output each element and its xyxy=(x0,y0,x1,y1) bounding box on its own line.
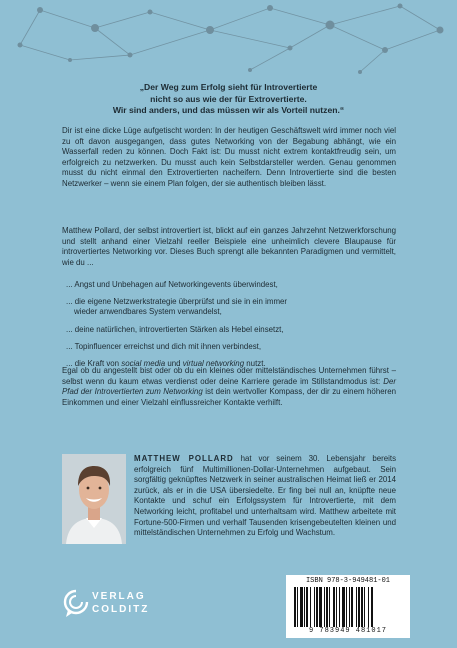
list-item: ... Angst und Unbehagen auf Networkingevents überwindest, xyxy=(66,280,278,289)
quote-line: Wir sind anders, und das müssen wir als Vorteil nutzen.“ xyxy=(112,105,345,116)
publisher-name-line1: VERLAG xyxy=(92,591,146,602)
isbn-barcode xyxy=(286,575,410,638)
book-title: Der Pfad der Introvertierten zum Networking xyxy=(62,376,396,397)
barcode-bars xyxy=(294,587,402,627)
quote-line: nicht so aus wie der für Extrovertierte. xyxy=(150,93,307,104)
author-bio: MATTHEW POLLARD hat vor seinem 30. Lebensjahr bereits erfolgreich fünf Multimillionen-Dollar-Unternehmen aufgebaut. Sein sorgfältig geknüpftes Netzwerk in seiner australischen Heimat ließ er 2014 zurück, als er in die USA übersiedelte. Er fing bei null an, knüpfte neue Kontakte und schuf ein Erfolgssystem für Introvertierte, mit dem Networking leicht, profitabel und unterhaltsam wird. Matthew arbeitete mit Fortune-500-Firmen und verhalf Tausenden krisengebeutelten kleinen und mittelständischen Unternehmen zu Erfolg und Wachstum. xyxy=(134,454,397,538)
isbn-number: ISBN 978-3-949481-01 xyxy=(305,577,390,585)
quote-line: „Der Weg zum Erfolg sieht für Introvertierte xyxy=(139,82,318,92)
author-name: MATTHEW POLLARD xyxy=(134,454,234,463)
benefit-list xyxy=(66,280,396,376)
publisher-logo-icon xyxy=(62,588,90,618)
pull-quote xyxy=(40,82,417,117)
list-item: ... die eigene Netzwerkstrategie überprüfst und sie in ein immer wieder anwendbares System verwandelst, xyxy=(66,297,288,317)
closing-paragraph: Egal ob du angestellt bist oder ob du ein kleines oder mittelständisches Unternehmen führst – selbst wenn du kaum etwas verdienst oder deine Karriere gerade im Stillstandmodus ist: Der Pfad der Introvertierten zum Networking ist dein wertvoller Kompass, der dir zu einem höheren Einkommen und einer Vielzahl einflussreicher Kontakte verhilft. xyxy=(62,366,397,407)
description-paragraph: Matthew Pollard, der selbst introvertiert ist, blickt auf ein ganzes Jahrzehnt Netzwerkforschung und stellt anhand einer Vielzahl reeller Beispiele eine unheimlich clevere Blaupause für introvertiertes Networking vor. Dieses Buch sprengt alle bekannten Paradigmen und vermittelt, wie du ... xyxy=(62,226,396,267)
list-item: ... die Kraft von social media und virtual networking nutzt. xyxy=(66,359,266,369)
author-photo xyxy=(62,454,126,544)
barcode-digits: 9 783949 481017 xyxy=(308,627,387,635)
publisher-logo xyxy=(62,588,172,622)
intro-paragraph: Dir ist eine dicke Lüge aufgetischt worden: In der heutigen Geschäftswelt wird immer noch viel zu oft davon ausgegangen, dass gutes Networking von der Begabung abhängt, wie ein Wasserfall reden zu können. Doch Fakt ist: Du musst nicht extrem kontaktfreudig sein, um erfolgreich zu netzwerken. Du musst auch kein Selbstdarsteller werden. Genau genommen musst du nicht einmal den Extrovertierten nacheifern. Denn Introvertierte sind die besten Netzwerker – wenn sie einem Plan folgen, der sie authentisch bleiben lässt. xyxy=(62,126,396,188)
network-graphic xyxy=(0,0,457,80)
list-item: ... deine natürlichen, introvertierten Stärken als Hebel einsetzt, xyxy=(66,324,284,334)
publisher-name-line2: COLDITZ xyxy=(92,604,150,615)
list-item: ... Topinfluencer erreichst und dich mit ihnen verbindest, xyxy=(66,341,262,351)
